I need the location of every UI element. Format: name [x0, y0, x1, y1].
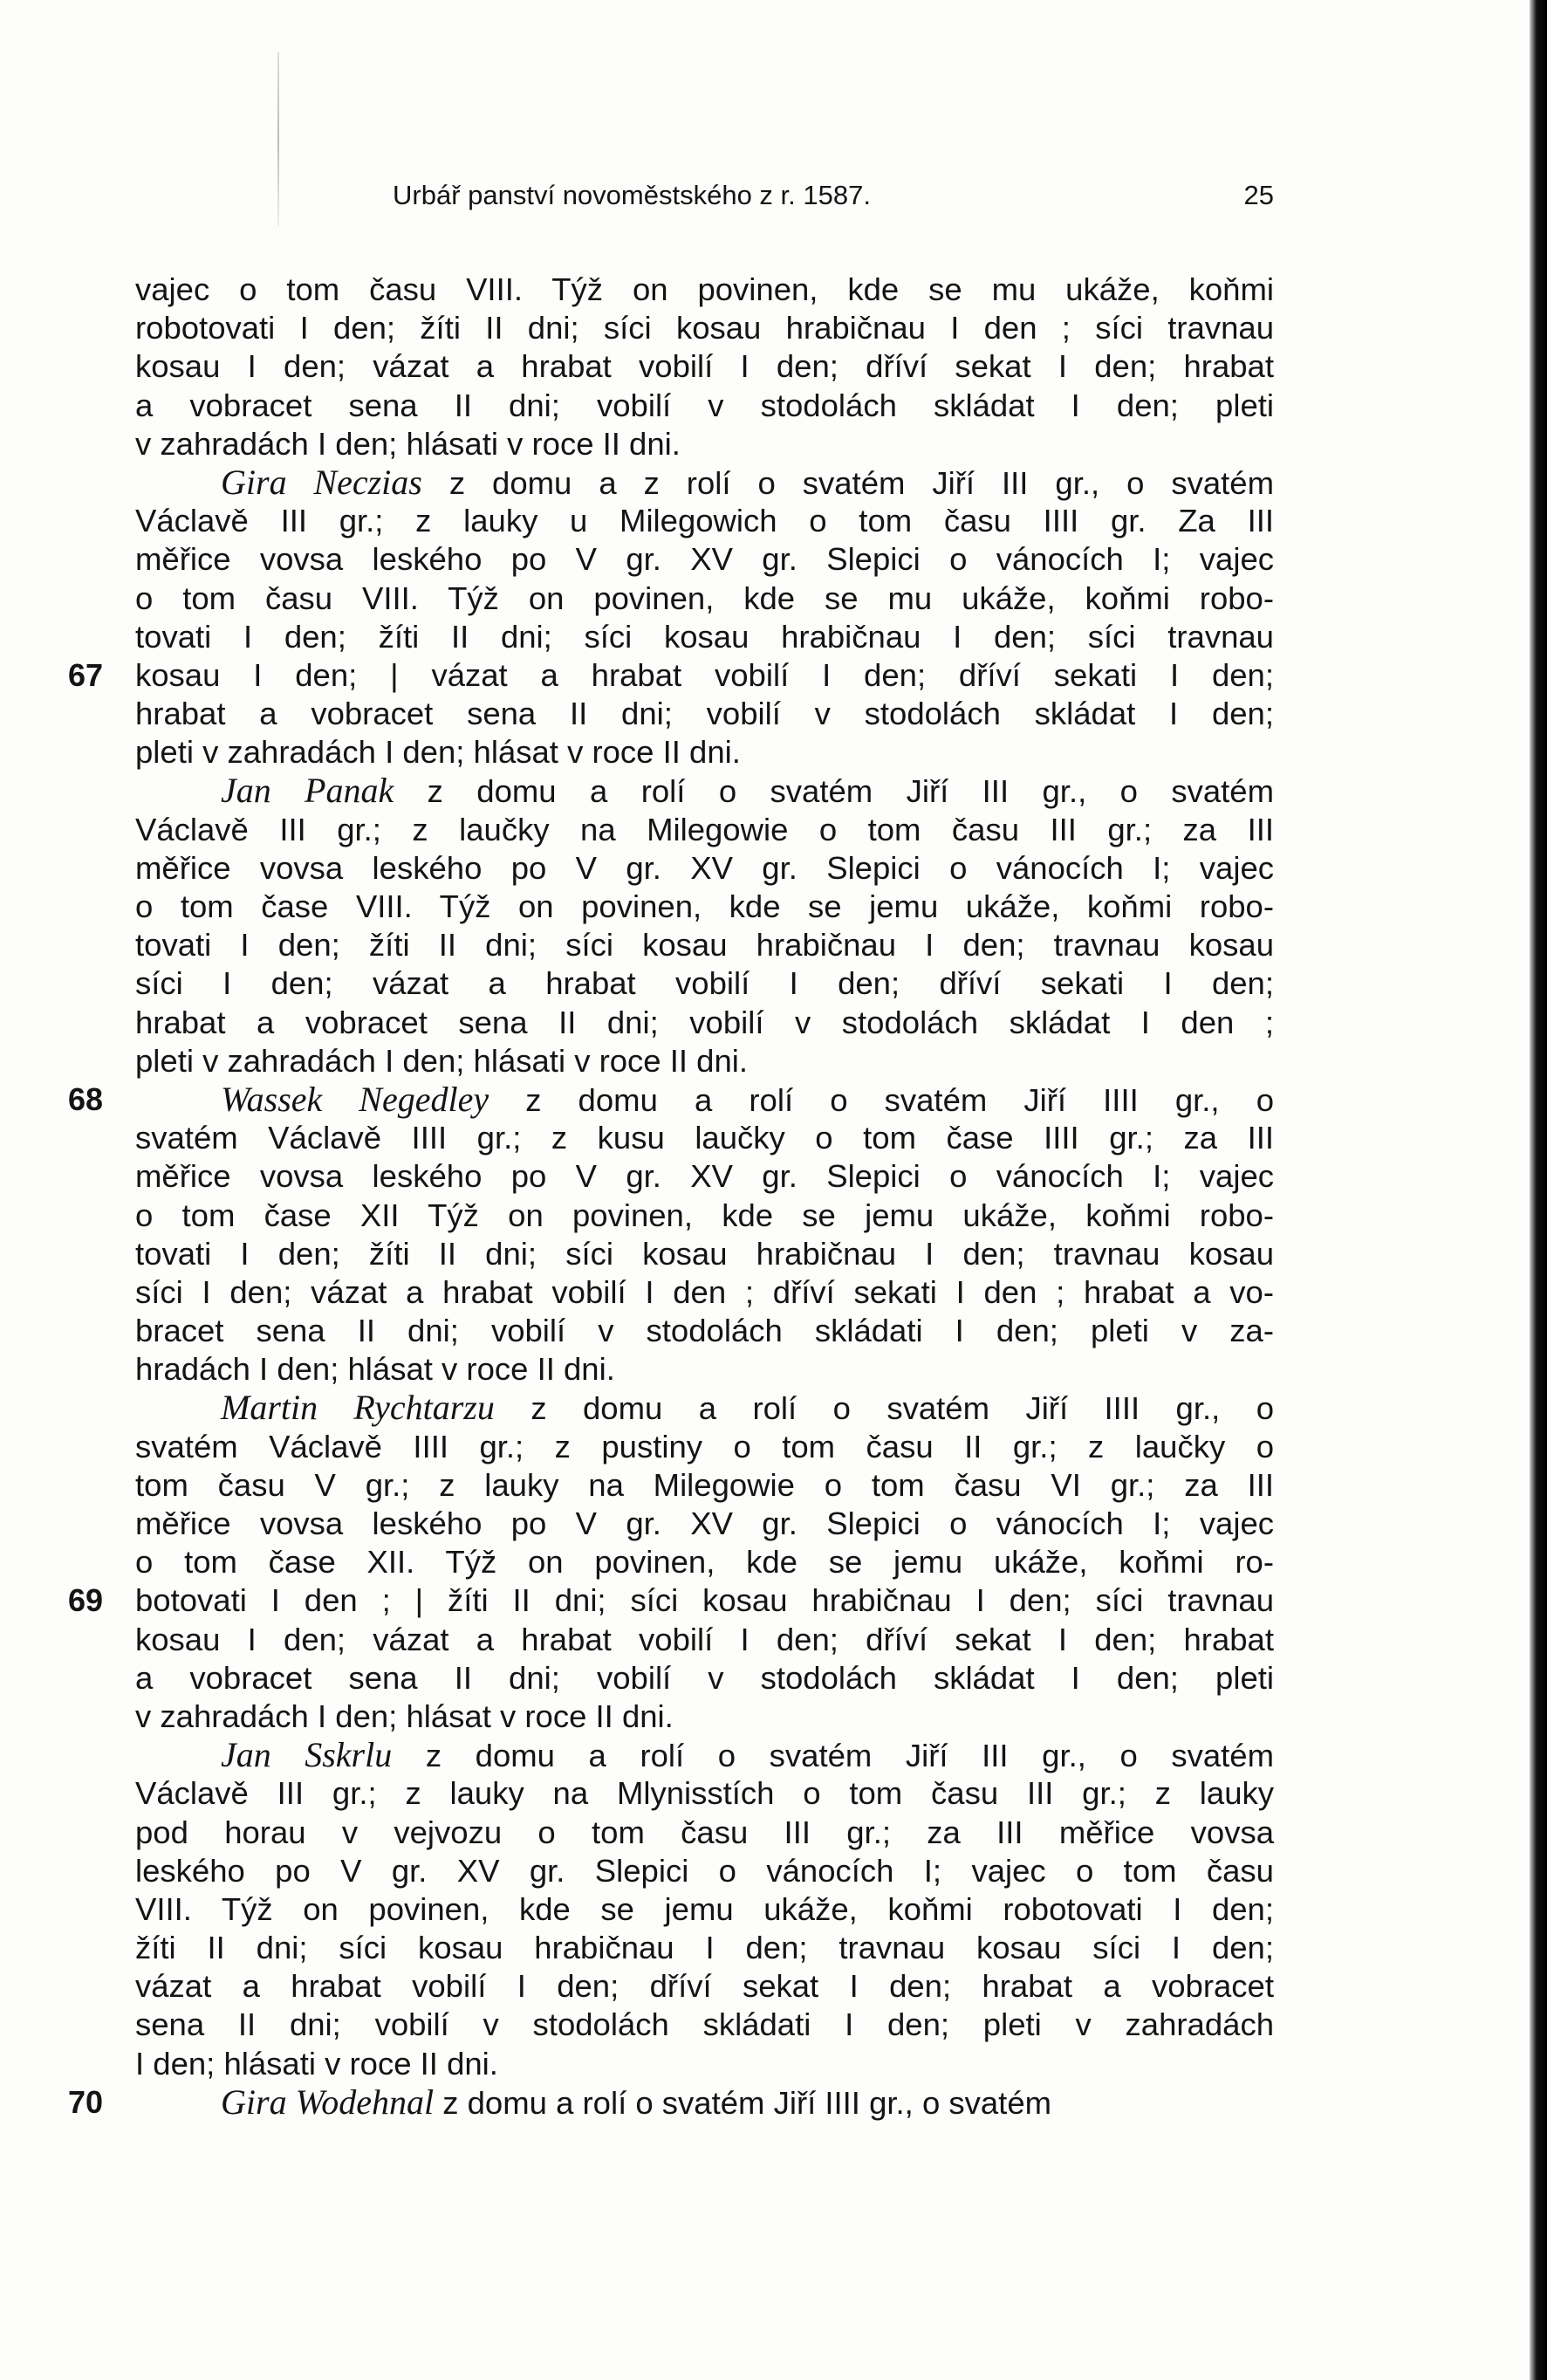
margin-number: 70: [68, 2083, 104, 2120]
text-line: kosau I den; vázat a hrabat vobilí I den; dříví sekat I den; hrabat: [135, 348, 1274, 385]
entry-text: z domu a rolí o svatém Jiří III gr., o svatém: [394, 773, 1274, 810]
text-line: vázat a hrabat vobilí I den; dříví sekat I den; hrabat a vobracet: [135, 1968, 1274, 2005]
person-name: Martin Rychtarzu: [221, 1388, 495, 1428]
person-name: Jan Sskrlu: [221, 1735, 393, 1775]
text-line-numbered: [68, 656, 1274, 695]
text-line: tovati I den; žíti II dni; síci kosau hrabičnau I den; travnau kosau: [135, 927, 1274, 964]
text-line: leského po V gr. XV gr. Slepici o vánocích I; vajec o tom času: [135, 1852, 1274, 1889]
text-line: žíti II dni; síci kosau hrabičnau I den; travnau kosau síci I den;: [135, 1930, 1274, 1966]
text-line: měřice vovsa leského po V gr. XV gr. Slepici o vánocích I; vajec: [135, 1506, 1274, 1541]
text-line: svatém Václavě IIII gr.; z kusu laučky o tom čase IIII gr.; za III: [135, 1120, 1274, 1156]
text-line: o tom času VIII. Týž on povinen, kde se mu ukáže, koňmi robo-: [135, 580, 1274, 616]
running-header: [393, 180, 1274, 215]
entry-text: z domu a rolí o svatém Jiří IIII gr., o svatém: [434, 2084, 1052, 2121]
person-name: Jan Panak: [221, 771, 394, 811]
text-line: pleti v zahradách I den; hlásat v roce II dni.: [135, 734, 741, 771]
text-line: v zahradách I den; hlásat v roce II dni.: [135, 1698, 674, 1734]
margin-number: 69: [68, 1582, 104, 1619]
entry-text: z domu a rolí o svatém Jiří IIII gr., o: [489, 1081, 1274, 1118]
text-line: I den; hlásati v roce II dni.: [135, 2045, 498, 2082]
text-line: tovati I den; žíti II dni; síci kosau hrabičnau I den; travnau kosau: [135, 1235, 1274, 1272]
page-number: 25: [1243, 180, 1274, 210]
entry-line: [135, 1736, 1274, 1774]
entry-line-numbered: [68, 1079, 1274, 1119]
person-name: Gira Wodehnal: [221, 2082, 435, 2122]
margin-number: 67: [68, 656, 104, 693]
text-line: a vobracet sena II dni; vobilí v stodolách skládat I den; pleti: [135, 1659, 1274, 1696]
text-line: kosau I den; vázat a hrabat vobilí I den; dříví sekat I den; hrabat: [135, 1621, 1274, 1657]
text-line: a vobracet sena II dni; vobilí v stodolách skládat I den; pleti: [135, 387, 1274, 423]
text-line: pleti v zahradách I den; hlásati v roce II dni.: [135, 1042, 749, 1079]
text-line: v zahradách I den; hlásati v roce II dni.: [135, 425, 681, 462]
page-fold-shadow: [277, 52, 279, 227]
text-line: měřice vovsa leského po V gr. XV gr. Slepici o vánocích I; vajec: [135, 541, 1274, 578]
entry-text: z domu a rolí o svatém Jiří IIII gr., o: [494, 1390, 1274, 1427]
header-title: Urbář panství novoměstského z r. 1587.: [393, 180, 871, 210]
entry-text: z domu a rolí o svatém Jiří III gr., o svatém: [392, 1738, 1274, 1774]
text-line: měřice vovsa leského po V gr. XV gr. Slepici o vánocích I; vajec: [135, 1158, 1274, 1195]
text-line: vajec o tom času VIII. Týž on povinen, kde se mu ukáže, koňmi: [135, 271, 1274, 307]
text-line: o tom čase VIII. Týž on povinen, kde se jemu ukáže, koňmi robo-: [135, 888, 1274, 924]
text-line: síci I den; vázat a hrabat vobilí I den ; dříví sekati I den ; hrabat a vo-: [135, 1273, 1274, 1310]
text-line: o tom čase XII Týž on povinen, kde se jemu ukáže, koňmi robo-: [135, 1197, 1274, 1233]
text-line: hrabat a vobracet sena II dni; vobilí v stodolách skládat I den;: [135, 696, 1274, 732]
entry-text: z domu a z rolí o svatém Jiří III gr., o svatém: [421, 464, 1275, 501]
document-body: [68, 271, 1275, 2122]
text-line: Václavě III gr.; z lauky u Milegowich o tom času IIII gr. Za III: [135, 503, 1274, 539]
scan-edge: [1530, 0, 1547, 2380]
entry-line: [135, 463, 1274, 502]
text-line: tom času V gr.; z lauky na Milegowie o tom času VI gr.; za III: [135, 1466, 1274, 1503]
entry-line: [135, 772, 1274, 810]
entry-line: [135, 1389, 1274, 1427]
text-line-numbered: [68, 1581, 1274, 1620]
text-line: svatém Václavě IIII gr.; z pustiny o tom času II gr.; z laučky o: [135, 1428, 1274, 1464]
text-line: bracet sena II dni; vobilí v stodolách skládati I den; pleti v za-: [135, 1313, 1274, 1349]
text-line: Václavě III gr.; z laučky na Milegowie o tom času III gr.; za III: [135, 811, 1274, 847]
text-line: měřice vovsa leského po V gr. XV gr. Slepici o vánocích I; vajec: [135, 849, 1274, 886]
text-line: síci I den; vázat a hrabat vobilí I den; dříví sekati I den;: [135, 965, 1274, 1002]
line-text: botovati I den ; | žíti II dni; síci kosau hrabičnau I den; síci travnau: [135, 1582, 1274, 1619]
text-line: pod horau v vejvozu o tom času III gr.; za III měřice vovsa: [135, 1814, 1274, 1850]
text-line: sena II dni; vobilí v stodolách skládati I den; pleti v zahradách: [135, 2006, 1274, 2043]
margin-number: 68: [68, 1080, 104, 1117]
text-line: VIII. Týž on povinen, kde se jemu ukáže, koňmi robotovati I den;: [135, 1890, 1274, 1927]
person-name: Wassek Negedley: [221, 1079, 489, 1119]
text-line: tovati I den; žíti II dni; síci kosau hrabičnau I den; síci travnau: [135, 618, 1274, 655]
text-line: hradách I den; hlásat v roce II dni.: [135, 1351, 615, 1388]
entry-line-numbered: [68, 2082, 1274, 2122]
text-line: Václavě III gr.; z lauky na Mlynisstích o tom času III gr.; z lauky: [135, 1775, 1274, 1812]
text-line: hrabat a vobracet sena II dni; vobilí v stodolách skládat I den ;: [135, 1004, 1274, 1040]
person-name: Gira Neczias: [221, 462, 422, 502]
text-line: robotovati I den; žíti II dni; síci kosau hrabičnau I den ; síci travnau: [135, 310, 1274, 346]
line-text: kosau I den; | vázat a hrabat vobilí I den; dříví sekati I den;: [135, 656, 1274, 693]
text-line: o tom čase XII. Týž on povinen, kde se jemu ukáže, koňmi ro-: [135, 1544, 1274, 1581]
